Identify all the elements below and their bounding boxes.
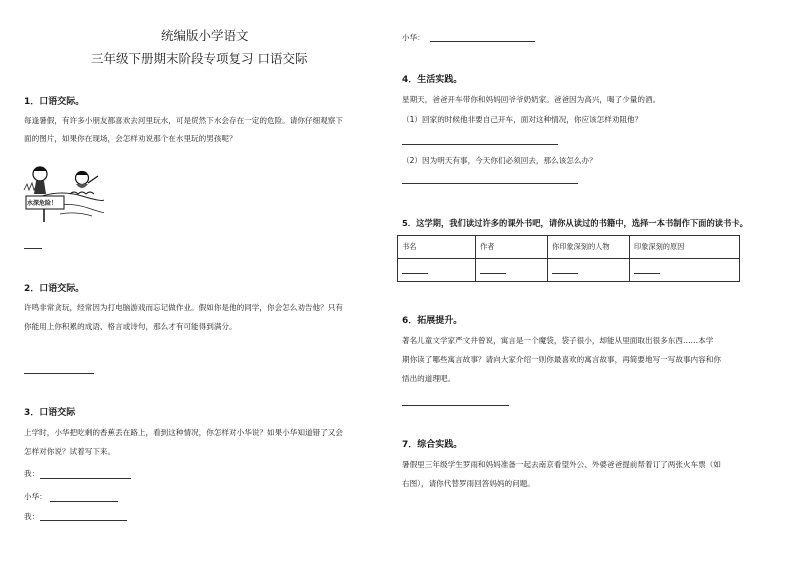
page-subtitle: 三年级下册期末阶段专项复习 口语交际 [91,51,308,66]
col-header-author: 作者 [476,236,548,259]
page-title: 统编版小学语文 [161,28,249,43]
q6-text-line2: 期你读了哪些寓言故事？请向大家介绍一则你最喜欢的寓言故事，再简要地写一写故事内容和你 [402,355,721,364]
warning-sign-text: 水深危险！ [27,200,58,207]
q3-me-answer-2[interactable] [40,520,127,521]
q2-answer-line[interactable] [24,373,94,374]
cell-reason-input[interactable] [630,259,740,282]
q6-answer-line[interactable] [402,405,509,406]
q1-answer-line[interactable] [24,248,42,249]
col-header-title: 书名 [398,236,476,259]
q4-heading: 4．生活实践。 [402,75,463,85]
q7-text-line1: 暑假里三年级学生罗雨和妈妈准备一起去南京看望外公、外婆爸爸提前帮着订了两张火车票（如 [402,460,721,469]
q6-text-line3: 悟出的道理吧。 [402,374,456,383]
q2-heading: 2．口语交际。 [24,284,85,294]
table-header-row [398,236,740,259]
q3-text-line2: 怎样对你说？试着写下来。 [24,447,116,456]
q3-me-answer-1[interactable] [40,478,131,479]
q3-me-label-1: 我： [24,469,40,478]
cell-author-input[interactable] [476,259,548,282]
q3-me-label-2: 我： [24,512,40,521]
q7-text-line2: 右图），请你代替罗雨回答妈妈的问题。 [402,479,535,488]
col-header-reason: 印象深刻的原因 [630,236,740,259]
cell-title-input[interactable] [398,259,476,282]
col-header-character: 你印象深刻的人物 [548,236,630,259]
q1-heading: 1．口语交际。 [24,97,85,107]
q1-text-line2: 面的图片，如果你在现场，会怎样劝说那个在水里玩的男孩呢？ [24,134,237,143]
q3-xiaohua-label: 小华： [24,492,47,501]
cell-character-input[interactable] [548,259,630,282]
table-row [398,259,740,282]
q5-heading: 5．这学期，我们读过许多的课外书吧，请你从读过的书籍中，选择一本书制作下面的读书卡。 [402,218,748,228]
right-xiaohua-answer[interactable] [430,41,535,42]
q3-xiaohua-answer[interactable] [50,501,118,502]
q4-intro: 星期天，爸爸开车带你和妈妈回爷爷奶奶家。爸爸因为高兴，喝了少量的酒。 [402,95,661,104]
q7-heading: 7．综合实践。 [402,440,463,450]
q3-text-line1: 上学时，小华把吃剩的香蕉丢在路上，看到这种情况，你怎样对小华说？如果小华知道错了又会 [24,428,343,437]
q1-illustration [22,156,104,224]
q2-text-line2: 你能用上你积累的成语、格言或诗句，那么才有可能得到满分。 [24,322,237,331]
q2-text-line1: 许鸣非常贪玩，经常因为打电脑游戏而忘记做作业。假如你是他的同学，你会怎么劝告他？只有 [24,303,343,312]
q4-sub2-answer[interactable] [402,183,578,184]
q4-sub1: （1）回家的时候他非要自己开车，面对这种情况，你应该怎样劝阻他？ [402,115,643,124]
q6-heading: 6．拓展提升。 [402,316,463,326]
q4-sub1-answer[interactable] [402,144,558,145]
q4-sub2: （2）因为明天有事，今天你们必须回去，那么该怎么办？ [402,156,597,165]
q1-text-line1: 每逢暑假，有许多小朋友都喜欢去河里玩水，可是贸然下水会存在一定的危险。请你仔细观察下 [24,116,343,125]
reading-card-table [397,235,740,282]
right-xiaohua-label: 小华： [402,33,425,42]
q6-text-line1: 著名儿童文学家严文井曾说，寓言是一个魔袋，袋子很小，却能从里面取出很多东西……本学 [402,336,714,345]
q3-heading: 3．口语交际 [24,408,76,418]
